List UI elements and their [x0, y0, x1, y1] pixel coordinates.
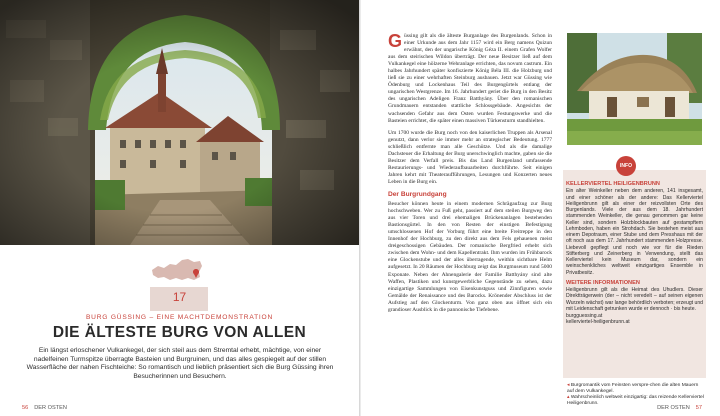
right-page-number: 57 [695, 405, 702, 411]
right-section-label: DER OSTEN [657, 405, 690, 411]
info-badge: INFO [616, 156, 636, 176]
drop-cap: G [388, 31, 403, 51]
chapter-number: 17 [172, 290, 187, 304]
left-page-number: 56 [22, 405, 29, 411]
left-section-label: DER OSTEN [34, 405, 67, 411]
info-text: Ein alter Weinkeller neben dem anderen, 141 insgesamt, und einer schöner als der andere: Das Kellerviertel Heiligenbrunn gilt als einer der reizvollsten Orte des Burgenlands. Viele der aus dem 18. Jahrhundert stammenden Weinkeller, die genau genommen gar keine Keller sind, sondern Holzblockbauten auf gestampftem Lehmboden, haben ein Strohdach. Sie bestehen meist aus einem Depotraum, einer Stube und dem Presshaus mit der oft noch aus dem 17. Jahrhundert stammenden Holzpresse. Liebevoll gepflegt und noch wie vor für die Rieden Stifterberg und Zeinerberg in Verwendung, stellt das Kellerviertel kein Museum dar, sondern ein weinschenkliches weltweit einzigartiges Ensemble in Privatbesitz. [566, 188, 703, 276]
paragraph-arsenal: Um 1700 wurde die Burg noch von den kaiserlichen Truppen als Arsenal genutzt, dann verlor sie immer mehr an strategischer Bedeutung. 1777 schließlich entfernte man alle Geschütze. Und als die damalige Dachsteuer die Erhaltung der Burg unerschwinglich machte, gaben sie die Besitzer dem Verfall preis. Bis das Land Burgenland umfassende Restaurierungs- und Wiederaufbauarbeiten durchführte. Seit einigen Jahren kehrt mit Theateraufführungen, Lesungen und Konzerten neues Leben in die Burg ein. [388, 129, 552, 185]
castle-archway-photo [0, 0, 359, 245]
arrow-left-icon: ◂ [567, 383, 570, 388]
more-info-title: WEITERE INFORMATIONEN [566, 279, 640, 286]
austria-map-icon [150, 250, 204, 290]
spine-gutter [359, 0, 361, 416]
lead-paragraph: Ein längst erloschener Vulkankegel, der sich steil aus dem Stremtal erhebt, mächtige, von einer nadelfeinen Turmspitze überragte Basteien und Burgruinen, und das alles gespiegelt auf der stillen Wasserfläche der nahen Fischteiche: So romantisch und lieblich präsentiert sich die Burg Güssing ihren Besucherinnen und Besuchern. [26, 347, 334, 380]
paragraph-history: Güssing gilt als die älteste Burganlage des Burgenlands. Schon in einer Urkunde aus dem Jahr 1157 wird ein Berg namens Quizun erwähnt, den der ungarische König Géza II. einem Grafen Wolfer aus dem steirischen Wildon überträgt. Der neue Besitzer ließ auf dem Vulkankegel eine hölzerne Wehranlage errichten, das novum castrum. Ein halbes Jahrhundert später konfiszierte König Béla III. die Holzburg und ließ sie zu einer wehrhaften Steinburg ausbauen. Jetzt war Güssing wie Ödenburg und Lockenhaus Teil des Burgengürtels entlang der ungarischen Westgrenze. Im 16. Jahrhundert geriet die Burg in den Besitz des ungarischen Adeligen Franz Batthyány. Über den romanischen Grundmauern entstanden stattliche Schlossgebäude. Angesichts der wachsenden Gefahr aus dem Osten wurden Festungswerke und die Basteien errichtet, die später einen massiven Türkensturm standhielten. [388, 31, 552, 124]
section-heading-burgrundgang: Der Burgrundgang [388, 190, 447, 198]
photo-captions [567, 383, 705, 407]
kellerviertel-photo [567, 33, 702, 145]
more-info-text: Heiligenbrunn gilt als die Heimat des Uhudlers. Dieser Direktträgerwein (der – nicht veredelt – auf seinen eigenen Wurzeln wächst) war lange behördlich verboten; erzeugt und mit Leidenschaft getrunken wurde er dennoch · bis heute. [566, 287, 703, 312]
chapter-subtitle: BURG GÜSSING – EINE MACHTDEMONSTRATION [85, 314, 274, 321]
link-kellerviertel[interactable]: kellerviertel-heiligenbrunn.at [566, 319, 630, 326]
arrow-up-icon: ▴ [567, 395, 570, 400]
left-folio [22, 405, 67, 411]
link-burgguessing[interactable]: burgguessing.at [566, 313, 603, 319]
info-title: KELLERVIERTEL HEILIGENBRUNN [566, 181, 660, 187]
paragraph-burgrundgang: Besucher können heute in einem modernen Schrägaufzug zur Burg hochschweben. Wer zu Fuß geht, passiert auf dem steilen Burgweg den aus vier Toren und drei ehemaligen Brückenanlagen bestehenden Bastionsgürtel. In den von Resten der einstigen Befestigung umschlossenen Hof der Vorburg führt eine breite Freitreppe in den Innenhof der Hochburg, zu den direkt aus dem Fels gehauenen meist dreigeschossigen Gebäuden. Der romanische Bergfried erhebt sich zwischen dem Wohn- und dem Kapellentrakt. Ihm wurden im Frühbarock eine Glockenstube und der alles überragende, weithin sichtbare Helm aufgesetzt. In 20 Räumen der Hochburg zeigt das Burgmuseum rund 5000 Exponate. Neben der Ahnengalerie der Familie Batthyány sind alte Waffen, Plastiken und kunstgewerbliche Gegenstände zu sehen, dazu einzigartige Sammlungen von Eisenkunstguss und Zinnfiguren sowie Gemälde der Renaissance und des Barocks. Krönender Abschluss ist der Aufstieg auf den Glockenturm. Von ganz oben aus öffnet sich ein grandioser Ausblick in die pannonische Tiefebene. [388, 201, 552, 313]
right-folio [657, 405, 702, 411]
info-box [566, 181, 703, 326]
text-column-1 [388, 33, 552, 319]
caption-kellerviertel: ▴ Wahrscheinlich weltweit einzigartig: das reizende Kellerviertel Heiligenbrunn. [567, 395, 704, 406]
caption-castle: ◂ Burgromantik vom Feinsten verspre-chen die alten Mauern auf dem Vulkankegel. [567, 383, 699, 394]
chapter-title: DIE ÄLTESTE BURG VON ALLEN [52, 324, 307, 341]
